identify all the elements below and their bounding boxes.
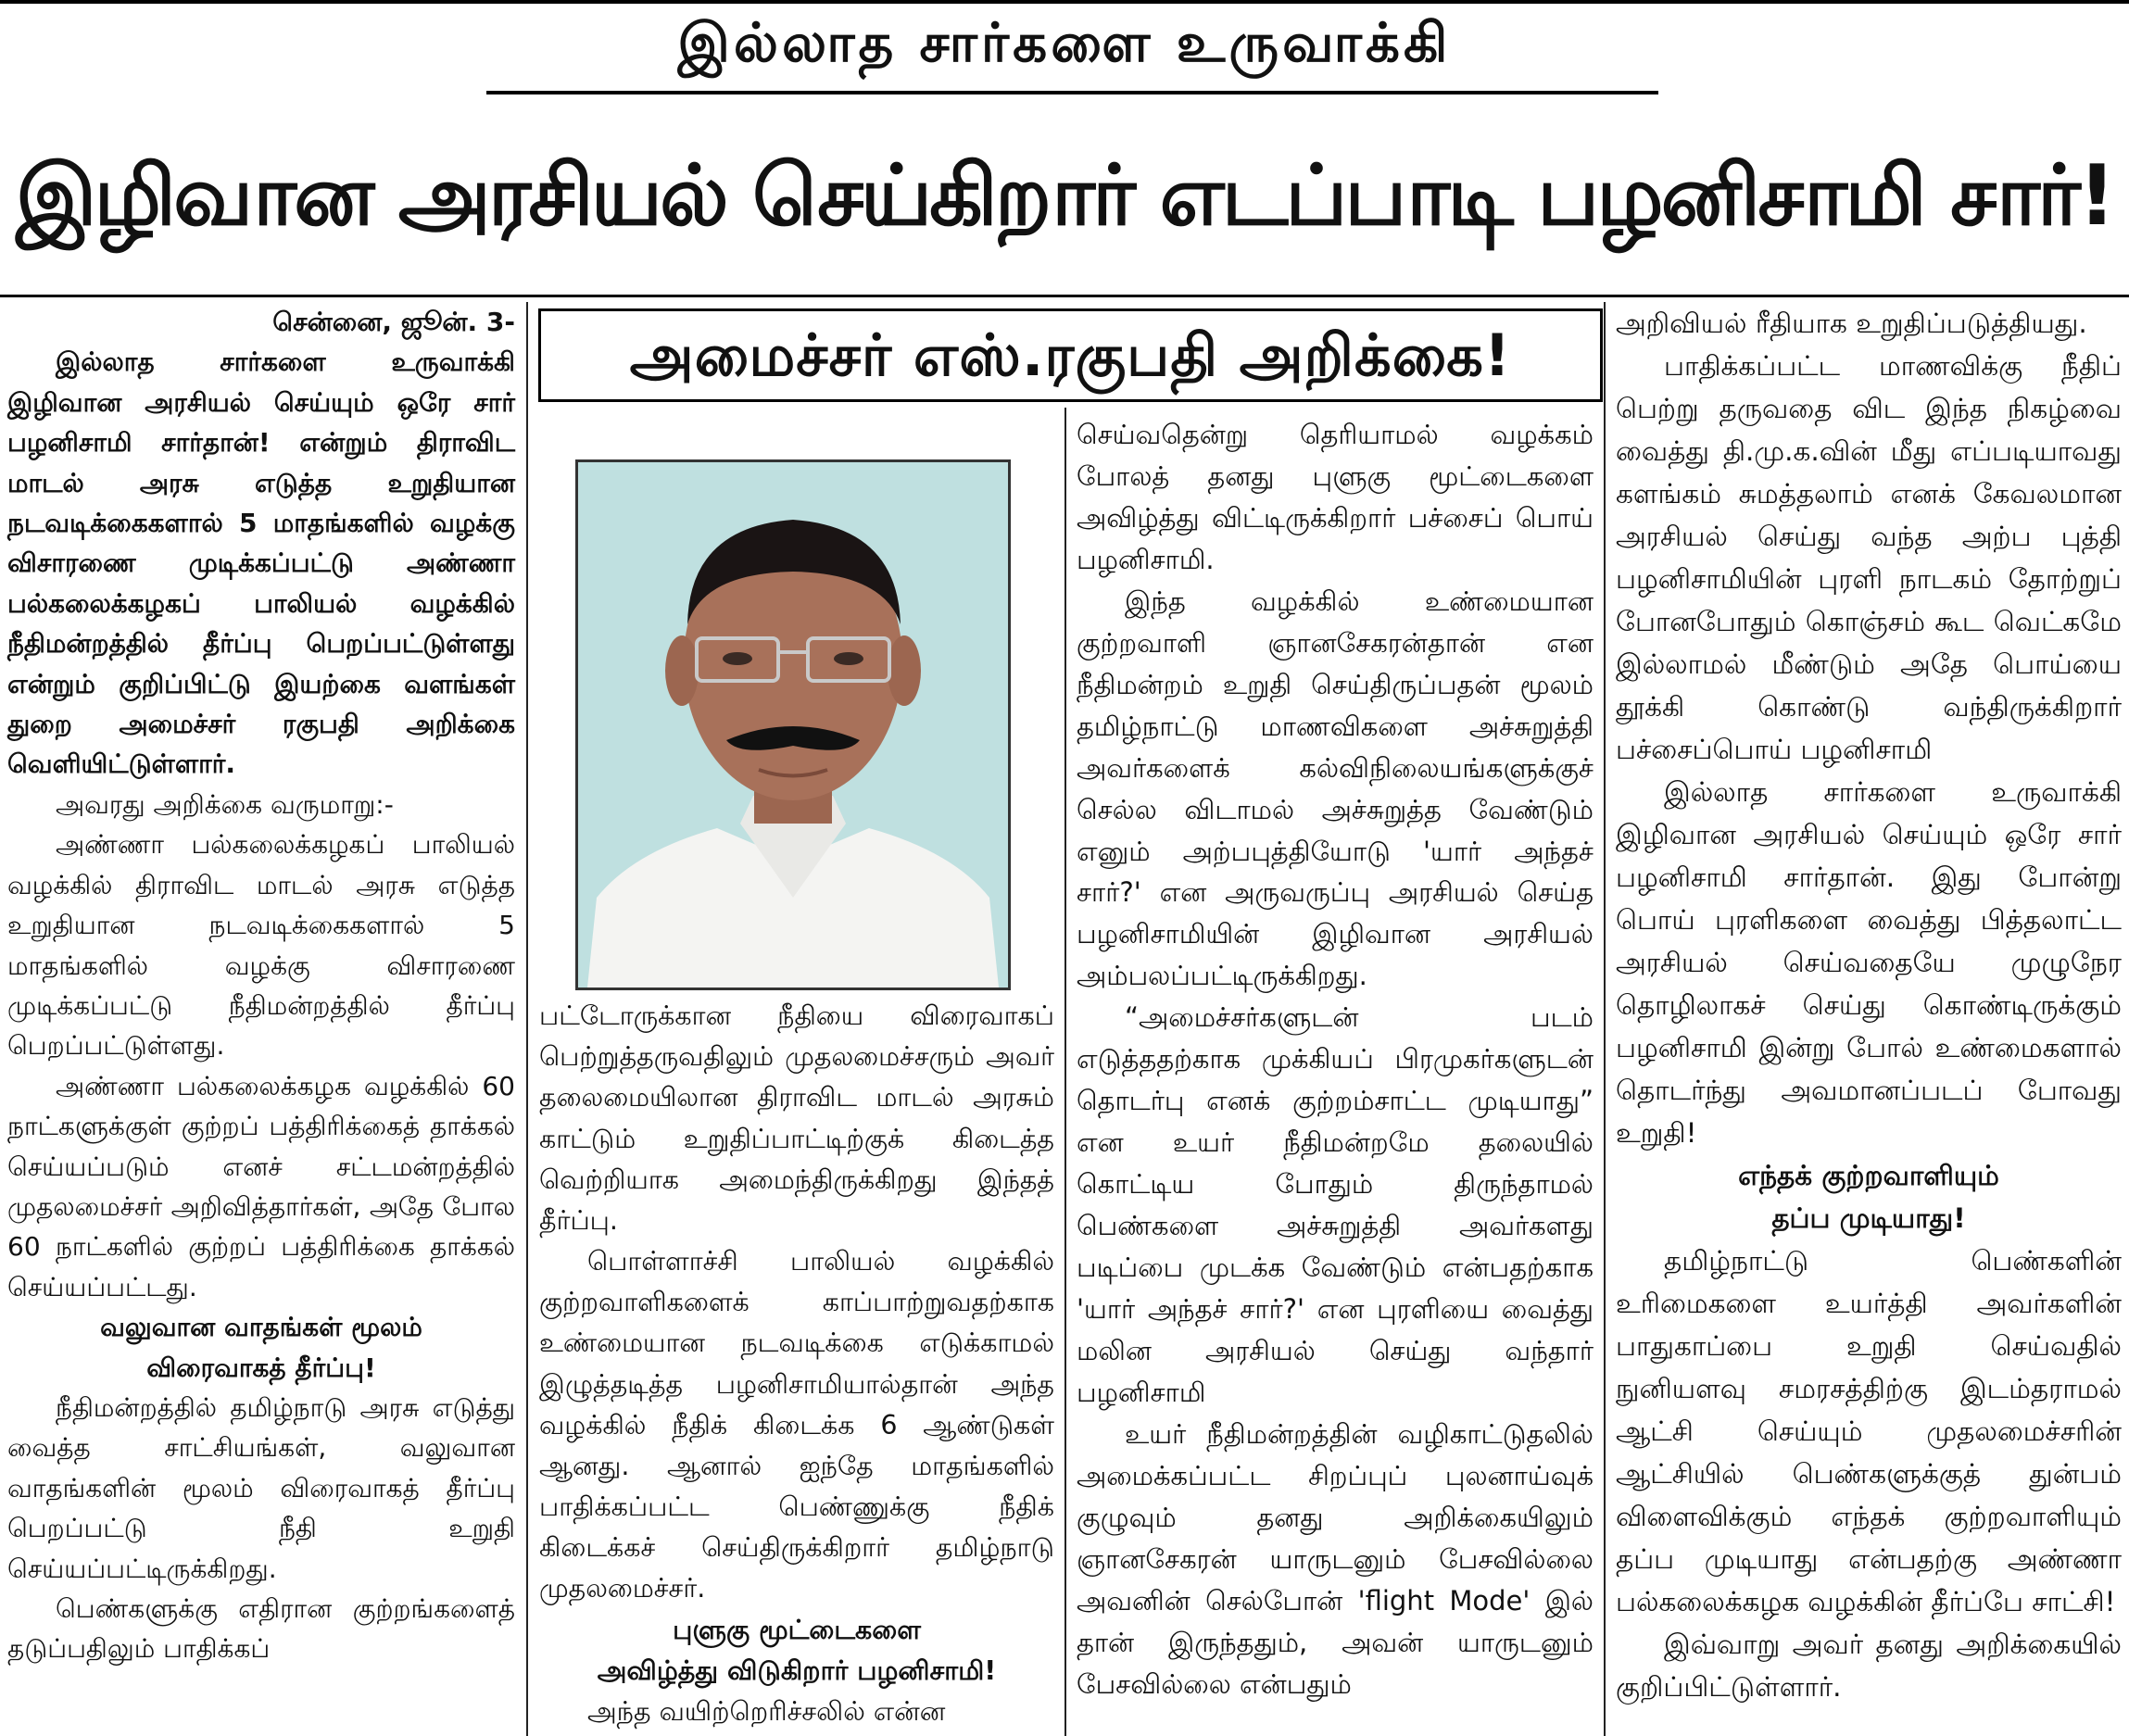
subheading: வலுவான வாதங்கள் மூலம் <box>100 1312 422 1343</box>
paragraph: அந்த வயிற்றெரிச்சலில் என்ன <box>587 1695 946 1727</box>
paragraph: செய்வதென்று தெரியாமல் வழக்கம் போலத் தனது புளுகு மூட்டைகளை அவிழ்த்து விட்டிருக்கிறார் பச்சைப் பொய் பழனிசாமி. <box>1077 419 1594 575</box>
article-column-4 <box>1616 302 2122 1708</box>
headline-rule <box>0 295 2129 297</box>
column-divider-2 <box>1064 408 1066 1736</box>
lead-paragraph: இல்லாத சார்களை உருவாக்கி இழிவான அரசியல் செய்யும் ஒரே சார் பழனிசாமி சார்தான்! என்றும் திராவிட மாடல் அரசு எடுத்த உறுதியான நடவடிக்கைகளால் 5 மாதங்களில் வழக்கு விசாரணை முடிக்கப்பட்டு அண்ணா பல்கலைக்கழகப் பாலியல் வழக்கில் நீதிமன்றத்தில் தீர்ப்பு பெறப்பட்டுள்ளது என்றும் குறிப்பிட்டு இயற்கை வளங்கள் துறை அமைச்சர் ரகுபதி அறிக்கை வெளியிட்டுள்ளார். <box>7 346 515 780</box>
kicker-underline <box>486 91 1658 94</box>
main-headline: இழிவான அரசியல் செய்கிறார் எடப்பாடி பழனிசாமி சார்! <box>15 147 2114 245</box>
subheading: புளுகு மூட்டைகளை <box>673 1614 921 1645</box>
subheading: அவிழ்த்து விடுகிறார் பழனிசாமி! <box>597 1654 997 1686</box>
article-column-1 <box>7 302 515 1669</box>
paragraph: அவரது அறிக்கை வருமாறு:- <box>56 788 394 820</box>
statement-box: அமைச்சர் எஸ்.ரகுபதி அறிக்கை! <box>538 308 1603 402</box>
column-divider-1 <box>526 302 528 1736</box>
paragraph: இவ்வாறு அவர் தனது அறிக்கையில் குறிப்பிட்டுள்ளார். <box>1616 1629 2122 1703</box>
paragraph: “அமைச்சர்களுடன் படம் எடுத்ததற்காக முக்கியப் பிரமுகர்களுடன் தொடர்பு எனக் குற்றம்சாட்ட முடியாது” என உயர் நீதிமன்றமே தலையில் கொட்டிய போதும் திருந்தாமல் பெண்களை அச்சுறுத்தி அவர்களது படிப்பை முடக்க வேண்டும் என்பதற்காக 'யார் அந்தச் சார்?' என புரளியை வைத்து மலின அரசியல் செய்து வந்தார் பழனிசாமி <box>1077 1001 1594 1408</box>
paragraph: பாதிக்கப்பட்ட மாணவிக்கு நீதிப் பெற்று தருவதை விட இந்த நிகழ்வை வைத்து தி.மு.க.வின் மீது எப்படியாவது களங்கம் சுமத்தலாம் எனக் கேவலமான அரசியல் செய்து வந்த அற்ப புத்தி பழனிசாமியின் புரளி நாடகம் தோற்றுப் போனபோதும் கொஞ்சம் கூட வெட்கமே இல்லாமல் மீண்டும் அதே பொய்யை தூக்கி கொண்டு வந்திருக்கிறார் பச்சைப்பொய் பழனிசாமி <box>1616 350 2122 765</box>
paragraph: இல்லாத சார்களை உருவாக்கி இழிவான அரசியல் செய்யும் ஒரே சார் பழனிசாமி சார்தான். இது போன்று பொய் புரளிகளை வைத்து பித்தலாட்ட அரசியல் செய்வதையே முழுநேர தொழிலாகச் செய்து கொண்டிருக்கும் பழனிசாமி இன்று போல் உண்மைகளால் தொடர்ந்து அவமானப்படப் போவது உறுதி! <box>1616 776 2122 1149</box>
article-column-3 <box>1077 414 1594 1705</box>
kicker-headline: இல்லாத சார்களை உருவாக்கி <box>677 11 1452 74</box>
paragraph: பொள்ளாச்சி பாலியல் வழக்கில் குற்றவாளிகளைக் காப்பாற்றுவதற்காக உண்மையான நடவடிக்கை எடுக்காமல் இழுத்தடித்த பழனிசாமியால்தான் அந்த வழக்கில் நீதிக் கிடைக்க 6 ஆண்டுகள் ஆனது. ஆனால் ஐந்தே மாதங்களில் பாதிக்கப்பட்ட பெண்ணுக்கு நீதிக் கிடைக்கச் செய்திருக்கிறார் தமிழ்நாடு முதலமைச்சர். <box>539 1246 1054 1604</box>
paragraph: அண்ணா பல்கலைக்கழக வழக்கில் 60 நாட்களுக்குள் குற்றப் பத்திரிக்கைத் தாக்கல் செய்யப்படும் எனச் சட்டமன்றத்தில் முதலமைச்சர் அறிவித்தார்கள், அதே போல 60 நாட்களில் குற்றப் பத்திரிக்கை தாக்கல் செய்யப்பட்டது. <box>7 1070 515 1302</box>
article-column-2 <box>539 996 1054 1732</box>
portrait-illustration <box>578 462 1008 988</box>
subheading: எந்தக் குற்றவாளியும் <box>1738 1160 1999 1191</box>
subheading: விரைவாகத் தீர்ப்பு! <box>146 1352 376 1383</box>
top-rule <box>0 0 2129 4</box>
paragraph: நீதிமன்றத்தில் தமிழ்நாடு அரசு எடுத்து வைத்த சாட்சியங்கள், வலுவான வாதங்களின் மூலம் விரைவாகத் தீர்ப்பு பெறப்பட்டு நீதி உறுதி செய்யப்பட்டிருக்கிறது. <box>7 1391 515 1584</box>
paragraph: அறிவியல் ரீதியாக உறுதிப்படுத்தியது. <box>1616 308 2087 339</box>
paragraph: உயர் நீதிமன்றத்தின் வழிகாட்டுதலில் அமைக்கப்பட்ட சிறப்புப் புலனாய்வுக் குழுவும் தனது அறிக்கையிலும் ஞானசேகரன் யாருடனும் பேசவில்லை அவனின் செல்போன் 'flight Mode' இல் தான் இருந்ததும், அவன் யாருடனும் பேசவில்லை என்பதும் <box>1077 1417 1594 1700</box>
paragraph: தமிழ்நாட்டு பெண்களின் உரிமைகளை உயர்த்தி அவர்களின் பாதுகாப்பை உறுதி செய்வதில் நுனியளவு சமரசத்திற்கு இடம்தராமல் ஆட்சி செய்யும் முதலமைச்சரின் ஆட்சியில் பெண்களுக்குத் துன்பம் விளைவிக்கும் எந்தக் குற்றவாளியும் தப்ப முடியாது என்பதற்கு அண்ணா பல்கலைக்கழக வழக்கின் தீர்ப்பே சாட்சி! <box>1616 1245 2122 1617</box>
subheading: தப்ப முடியாது! <box>1771 1202 1966 1234</box>
paragraph: இந்த வழக்கில் உண்மையான குற்றவாளி ஞானசேகரன்தான் என நீதிமன்றம் உறுதி செய்திருப்பதன் மூலம் தமிழ்நாட்டு மாணவிகளை அச்சுறுத்தி அவர்களைக் கல்விநிலையங்களுக்குச் செல்ல விடாமல் அச்சுறுத்த வேண்டும் எனும் அற்பபுத்தியோடு 'யார் அந்தச் சார்?' என அருவருப்பு அரசியல் செய்த பழனிசாமியின் இழிவான அரசியல் அம்பலப்பட்டிருக்கிறது. <box>1077 585 1594 992</box>
column-divider-3 <box>1604 302 1606 1736</box>
paragraph: பெண்களுக்கு எதிரான குற்றங்களைத் தடுப்பதிலும் பாதிக்கப் <box>7 1593 515 1665</box>
minister-photo <box>575 459 1011 990</box>
paragraph: அண்ணா பல்கலைக்கழகப் பாலியல் வழக்கில் திராவிட மாடல் அரசு எடுத்த உறுதியான நடவடிக்கைகளால் 5 மாதங்களில் வழக்கு விசாரணை முடிக்கப்பட்டு நீதிமன்றத்தில் தீர்ப்பு பெறப்பட்டுள்ளது. <box>7 829 515 1062</box>
paragraph: பட்டோருக்கான நீதியை விரைவாகப் பெற்றுத்தருவதிலும் முதலமைச்சரும் அவர் தலைமையிலான திராவிட மாடல் அரசும் காட்டும் உறுதிப்பாட்டிற்குக் கிடைத்த வெற்றியாக அமைந்திருக்கிறது இந்தத் தீர்ப்பு. <box>539 1000 1054 1236</box>
dateline: சென்னை, ஜூன். 3- <box>272 307 515 337</box>
